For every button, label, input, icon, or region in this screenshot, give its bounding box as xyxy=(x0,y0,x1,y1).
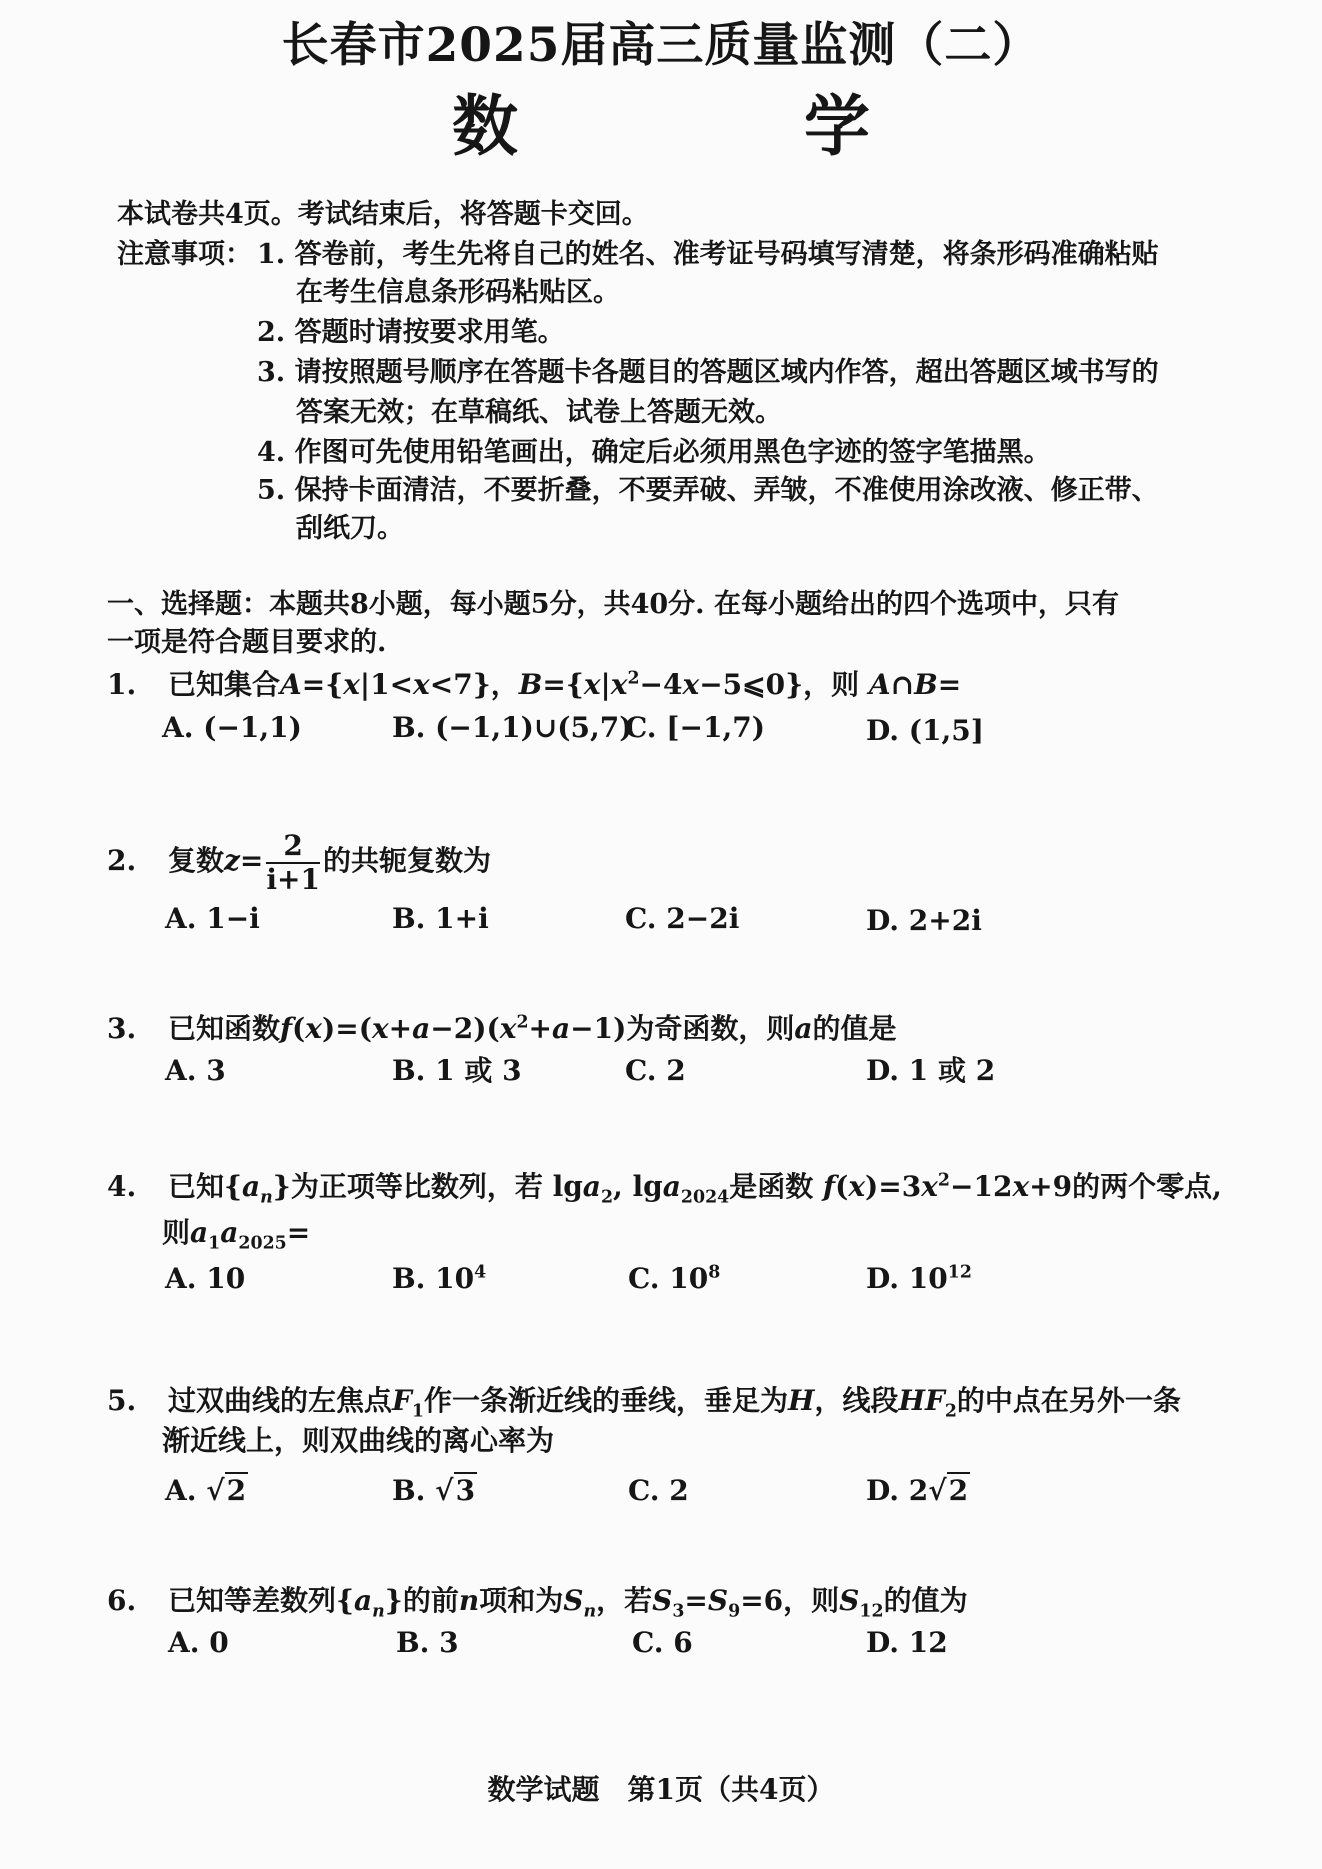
option-text: B. 10 xyxy=(392,1262,475,1295)
exam-title: 长春市2025届高三质量监测（二） xyxy=(281,18,1041,73)
fraction-numerator: 2 xyxy=(266,830,320,864)
exponent: 8 xyxy=(708,1262,721,1283)
option-c: C. 2−2i xyxy=(625,902,740,935)
option-b: B. (−1,1)∪(5,7) xyxy=(392,711,633,744)
option-d: D. 2+2i xyxy=(866,904,982,937)
question-text: 则 xyxy=(162,1216,191,1249)
question-text: 为正项等比数列，若 xyxy=(290,1170,543,1203)
section-heading: 一、选择题：本题共8小题，每小题5分，共40分. 在每小题给出的四个选项中，只有 xyxy=(107,589,1119,620)
question-text: 已知函数 xyxy=(167,1012,280,1045)
page-footer: 数学试题 第1页（共4页） xyxy=(487,1773,835,1806)
option-d: D. 1 或 2 xyxy=(866,1054,996,1087)
option-text: B. xyxy=(392,1474,426,1507)
question-text: ，线段 xyxy=(814,1384,899,1417)
option-text: A. xyxy=(165,1474,197,1507)
question-number: 3. xyxy=(107,1012,137,1045)
notice-item-3-cont: 答案无效；在草稿纸、试卷上答题无效。 xyxy=(296,397,782,428)
question-4: 4. 已知$\{a_n\}$为正项等比数列，若 lga$_2$, lga$_{2024}$是函数 $f(x)=3x^2-12x+9$的两个零点, xyxy=(107,1170,1222,1208)
option-c: C. 2 xyxy=(628,1474,689,1507)
notice-item-2: 2. 答题时请按要求用笔。 xyxy=(257,317,565,348)
question-text: 的共轭复数为 xyxy=(322,844,491,877)
question-text: 已知等差数列 xyxy=(167,1584,336,1617)
question-text: 过双曲线的左焦点 xyxy=(167,1384,392,1417)
question-text: 作一条渐近线的垂线，垂足为 xyxy=(423,1384,788,1417)
option-c xyxy=(628,1262,720,1296)
question-number: 5. xyxy=(107,1384,137,1417)
intro-line: 本试卷共4页。考试结束后，将答题卡交回。 xyxy=(117,199,649,230)
option-text: C. 10 xyxy=(628,1262,709,1295)
notice-item-3: 3. 请按照题号顺序在答题卡各题目的答题区域内作答，超出答题区域书写的 xyxy=(257,357,1159,388)
question-text: 的中点在另外一条 xyxy=(956,1384,1181,1417)
radicand: 2 xyxy=(226,1474,247,1507)
question-4-cont: 则$a_1a_{2025}=$ xyxy=(162,1216,311,1254)
option-a: A. √2 xyxy=(165,1474,247,1507)
option-c: C. 6 xyxy=(632,1626,693,1659)
radicand: 3 xyxy=(455,1474,476,1507)
notice-item-1: 1. 答卷前，考生先将自己的姓名、准考证号码填写清楚，将条形码准确粘贴 xyxy=(257,239,1159,270)
question-number: 6. xyxy=(107,1584,137,1617)
question-text: 是函数 xyxy=(729,1170,814,1203)
question-text: 已知集合 xyxy=(167,668,280,701)
question-text: 复数 xyxy=(167,844,224,877)
option-d: D. (1,5] xyxy=(866,714,984,747)
question-3: 3. 已知函数$f(x)=(x+a-2)(x^2+a-1)$为奇函数，则a的值是 xyxy=(107,1012,897,1045)
option-c: C. [−1,7) xyxy=(625,711,765,744)
question-text: ，则 xyxy=(783,1584,840,1617)
fraction xyxy=(266,830,320,896)
option-d: D. 12 xyxy=(866,1626,948,1659)
option-a: A. 1−i xyxy=(165,902,260,935)
exponent: 12 xyxy=(947,1262,972,1283)
exponent: 4 xyxy=(474,1262,487,1283)
question-text: ，若 xyxy=(596,1584,653,1617)
question-text: ，则 xyxy=(803,668,860,701)
option-b: B. 3 xyxy=(396,1626,459,1659)
notice-item-5-cont: 刮纸刀。 xyxy=(296,513,404,544)
option-text: D. 2 xyxy=(866,1474,929,1507)
section-heading-cont: 一项是符合题目要求的. xyxy=(107,627,387,658)
option-a: A. 3 xyxy=(165,1054,226,1087)
question-text: 项和为 xyxy=(479,1584,564,1617)
question-text: 的两个零点, xyxy=(1072,1170,1222,1203)
notice-item-1-cont: 在考生信息条形码粘贴区。 xyxy=(296,277,620,308)
question-text: 为奇函数，则 xyxy=(626,1012,795,1045)
question-6: 6. 已知等差数列$\{a_n\}$的前n项和为$S_n$，若$S_3=S_9=6$，则$S_{12}$的值为 xyxy=(107,1584,968,1622)
option-b: B. 1+i xyxy=(392,902,489,935)
option-a: A. (−1,1) xyxy=(162,711,302,744)
option-b: B. √3 xyxy=(392,1474,476,1507)
notice-item-4: 4. 作图可先使用铅笔画出，确定后必须用黑色字迹的签字笔描黑。 xyxy=(257,437,1051,468)
question-text: 的前 xyxy=(402,1584,459,1617)
question-text: 的值为 xyxy=(883,1584,968,1617)
fraction-denominator: i+1 xyxy=(266,862,320,896)
option-d: D. 2√2 xyxy=(866,1474,969,1507)
option-a: A. 10 xyxy=(165,1262,246,1295)
option-d xyxy=(866,1262,972,1296)
radicand: 2 xyxy=(948,1474,969,1507)
option-c: C. 2 xyxy=(625,1054,686,1087)
option-text: D. 10 xyxy=(866,1262,948,1295)
question-number: 2. xyxy=(107,844,137,877)
question-5: 5. 过双曲线的左焦点$F_1$作一条渐近线的垂线，垂足为H，线段$HF_2$的中点在另外一条 xyxy=(107,1384,1181,1422)
option-b: B. 1 或 3 xyxy=(392,1054,522,1087)
notice-label: 注意事项： xyxy=(117,239,252,270)
option-a: A. 0 xyxy=(168,1626,229,1659)
question-number: 1. xyxy=(107,668,137,701)
question-2: 2. 复数z= $\frac{2}{i+1}$ 的共轭复数为 xyxy=(107,828,491,896)
question-text: 已知 xyxy=(167,1170,224,1203)
option-b xyxy=(392,1262,486,1296)
question-number: 4. xyxy=(107,1170,137,1203)
question-1: 1. 已知集合A={x|1<x<7}，$B=\{x|x^2-4x-5⩽0\}$，则 A∩B= xyxy=(107,668,962,701)
subject-title: 数 学 xyxy=(452,87,980,165)
notice-item-5: 5. 保持卡面清洁，不要折叠，不要弄破、弄皱，不准使用涂改液、修正带、 xyxy=(257,475,1159,506)
question-5-cont: 渐近线上，则双曲线的离心率为 xyxy=(162,1424,555,1457)
question-text: 的值是 xyxy=(812,1012,897,1045)
